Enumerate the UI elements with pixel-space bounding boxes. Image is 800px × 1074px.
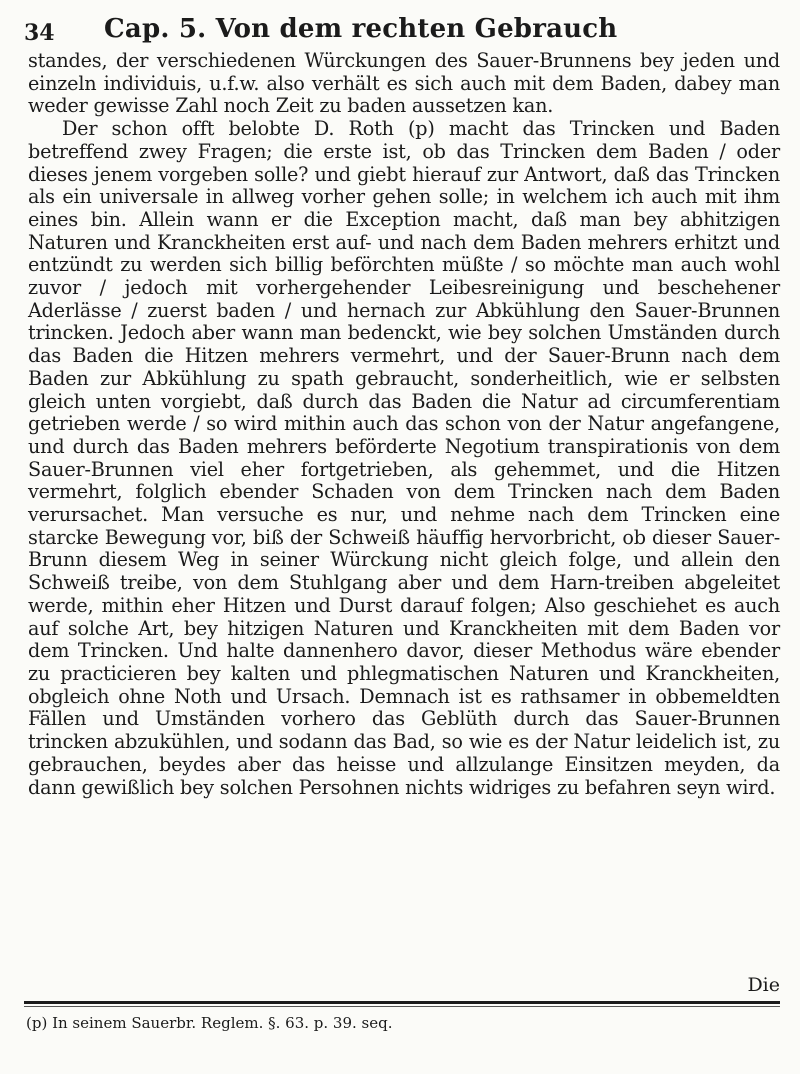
page-header	[18, 10, 788, 46]
catchword: Die	[747, 974, 780, 996]
paragraph-continuation: standes, der verschiedenen Würckungen des Sauer-Brunnens bey jeden und einzeln individuis, u.f.w. also verhält es sich auch mit dem Baden, dabey man weder gewisse Zahl noch Zeit zu baden aussetzen kan.	[28, 49, 780, 118]
footnote: (p) In seinem Sauerbr. Reglem. §. 63. p. 39. seq.	[26, 1014, 393, 1032]
running-title: Cap. 5. Von dem rechten Gebrauch	[104, 14, 618, 44]
paragraph: Der schon offt belobte D. Roth (p) macht das Trincken und Baden betreffend zwey Fragen; die erste ist, ob das Trincken dem Baden / oder dieses jenem vorgeben solle? und giebt hierauf zur Antwort, daß das Trincken als ein universale in allweg vorher gehen solle; in welchem ich auch mit ihm eines bin. Allein wann er die Exception macht, daß man bey abhitzigen Naturen und Kranckheiten erst auf- und nach dem Baden mehrers erhitzt und entzündt zu werden sich billig beförchten müßte / so möchte man auch wohl zuvor / jedoch mit vorhergehender Leibesreinigung und beschehener Aderlässe / zuerst baden / und hernach zur Abkühlung den Sauer-Brunnen trincken. Jedoch aber wann man bedenckt, wie bey solchen Umständen durch das Baden die Hitzen mehrers vermehrt, und der Sauer-Brunn nach dem Baden zur Abkühlung zu spath gebraucht, sonderheitlich, wie er selbsten gleich unten vorgiebt, daß durch das Baden die Natur ad circumferentiam getrieben werde / so wird mithin auch das schon von der Natur angefangene, und durch das Baden mehrers beförderte Negotium transpirationis von dem Sauer-Brunnen viel eher fortgetrieben, als gehemmet, und die Hitzen vermehrt, folglich ebender Schaden von dem Trincken nach dem Baden verursachet. Man versuche es nur, und nehme nach dem Trincken eine starcke Bewegung vor, biß der Schweiß häuffig hervorbricht, ob dieser Sauer-Brunn diesem Weg in seiner Würckung nicht gleich folge, und allein den Schweiß treibe, von dem Stuhlgang aber und dem Harn-treiben abgeleitet werde, mithin eher Hitzen und Durst darauf folgen; Also geschiehet es auch auf solche Art, bey hitzigen Naturen und Kranckheiten mit dem Baden vor dem Trincken. Und halte dannenhero davor, dieser Methodus wäre ebender zu practicieren bey kalten und phlegmatischen Naturen und Kranckheiten, obgleich ohne Noth und Ursach. Demnach ist es rathsamer in obbemeldten Fällen und Umständen vorhero das Geblüth durch das Sauer-Brunnen trincken abzukühlen, und sodann das Bad, so wie es der Natur leidelich ist, zu gebrauchen, beydes aber das heisse und allzulange Einsitzen meyden, da dann gewißlich bey solchen Persohnen nichts widriges zu befahren seyn wird.	[28, 117, 780, 799]
page-number: 34	[24, 20, 55, 46]
footnote-divider	[24, 1001, 780, 1004]
footnote-divider-thin	[24, 1006, 780, 1007]
body-text	[28, 50, 780, 799]
